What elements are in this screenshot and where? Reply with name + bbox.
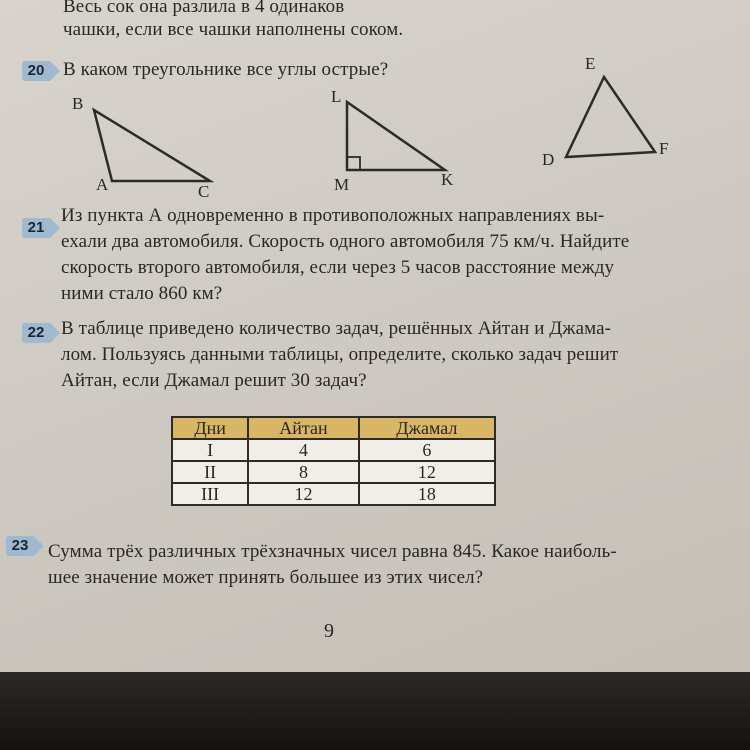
table-cell: III xyxy=(172,483,248,505)
triangle-abc xyxy=(94,110,210,181)
table-row xyxy=(172,439,495,461)
task-number-badge: 22 xyxy=(22,323,50,343)
triangle-lmk xyxy=(347,102,445,170)
point-label-l: L xyxy=(331,87,342,106)
right-angle-mark xyxy=(347,157,360,170)
table-cell: I xyxy=(172,439,248,461)
table-cell: 4 xyxy=(248,439,358,461)
task-text: В каком треугольнике все углы острые? xyxy=(63,59,389,80)
point-label-k: K xyxy=(441,170,454,189)
task-number-badge: 20 xyxy=(22,61,50,81)
tasks-table xyxy=(171,416,496,506)
table-header-row xyxy=(172,417,495,439)
task-text-line: Из пункта А одновременно в противоположных направлениях вы- xyxy=(61,205,605,226)
point-label-e: E xyxy=(585,54,596,73)
point-label-b: B xyxy=(72,94,84,113)
triangle-def xyxy=(566,77,655,157)
table-row xyxy=(172,483,495,505)
task-text-line: шее значение может принять большее из этих чисел? xyxy=(48,567,484,588)
point-label-m: M xyxy=(334,175,350,194)
task-text-line: скорость второго автомобиля, если через 5 часов расстояние между xyxy=(61,257,615,278)
point-label-c: C xyxy=(198,182,210,201)
table-cell: 12 xyxy=(248,483,358,505)
point-label-a: A xyxy=(96,175,109,194)
task-number-badge: 21 xyxy=(22,218,50,238)
column-header-jamal: Джамал xyxy=(359,417,495,439)
header-line-1: Весь сок она разлила в 4 одинаков xyxy=(63,0,345,17)
task-text-line: Айтан, если Джамал решит 30 задач? xyxy=(61,370,367,391)
table-row xyxy=(172,461,495,483)
point-label-d: D xyxy=(542,150,555,169)
page-number: 9 xyxy=(324,620,334,642)
task-text-line: В таблице приведено количество задач, решённых Айтан и Джама- xyxy=(61,318,612,339)
table-cell: 18 xyxy=(359,483,495,505)
table-cell: 6 xyxy=(359,439,495,461)
task-text-line: лом. Пользуясь данными таблицы, определите, сколько задач решит xyxy=(61,344,619,365)
table-cell: II xyxy=(172,461,248,483)
desk-background xyxy=(0,672,750,750)
task-number-badge: 23 xyxy=(6,536,34,556)
point-label-f: F xyxy=(659,139,669,158)
column-header-aytan: Айтан xyxy=(248,417,358,439)
task-text-line: ними стало 860 км? xyxy=(61,283,223,304)
header-line-2: чашки, если все чашки наполнены соком. xyxy=(63,19,404,40)
task-text-line: Сумма трёх различных трёхзначных чисел равна 845. Какое наиболь- xyxy=(48,541,617,562)
table-cell: 8 xyxy=(248,461,358,483)
column-header-days: Дни xyxy=(172,417,248,439)
task-text-line: ехали два автомобиля. Скорость одного автомобиля 75 км/ч. Найдите xyxy=(61,231,630,252)
table-cell: 12 xyxy=(359,461,495,483)
